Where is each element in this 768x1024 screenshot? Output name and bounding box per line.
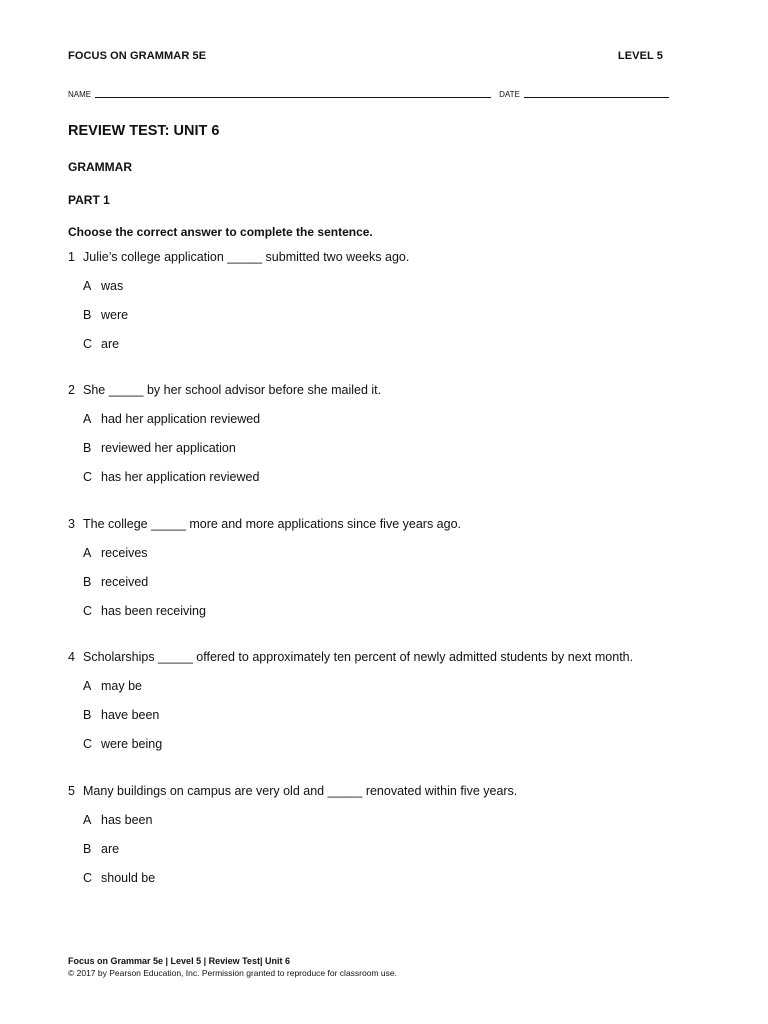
- option-text: had her application reviewed: [101, 412, 261, 426]
- date-label: DATE: [499, 90, 520, 99]
- option-text: should be: [101, 871, 156, 885]
- name-blank-line: [95, 97, 491, 98]
- question-text: The college _____ more and more applications since five years ago.: [83, 517, 461, 531]
- question-2-option-c: [83, 470, 259, 484]
- question-3-option-c: [83, 604, 206, 618]
- footer-copyright: © 2017 by Pearson Education, Inc. Permission granted to reproduce for classroom use.: [68, 968, 397, 978]
- option-letter: A: [83, 546, 92, 560]
- section-heading: GRAMMAR: [68, 160, 132, 174]
- option-letter: B: [83, 308, 92, 322]
- name-date-row: [68, 87, 677, 99]
- question-4-option-c: [83, 737, 162, 751]
- option-letter: C: [83, 871, 93, 885]
- footer-book-info: Focus on Grammar 5e | Level 5 | Review Test| Unit 6: [68, 956, 290, 966]
- part-heading: PART 1: [68, 193, 110, 207]
- option-text: has been receiving: [101, 604, 206, 618]
- header-book-title: FOCUS ON GRAMMAR 5E: [68, 50, 207, 62]
- option-text: reviewed her application: [101, 441, 236, 455]
- question-5: [68, 784, 517, 798]
- option-letter: A: [83, 679, 92, 693]
- option-letter: C: [83, 337, 93, 351]
- option-letter: C: [83, 470, 93, 484]
- question-1: [68, 250, 409, 264]
- option-letter: C: [83, 604, 93, 618]
- question-1-option-c: [83, 337, 119, 351]
- option-letter: A: [83, 279, 92, 293]
- option-letter: B: [83, 575, 92, 589]
- question-4-option-b: [83, 708, 159, 722]
- question-4-option-a: [83, 679, 142, 693]
- question-2-option-b: [83, 441, 236, 455]
- question-text: She _____ by her school advisor before she mailed it.: [83, 383, 382, 397]
- question-text: Julie’s college application _____ submitted two weeks ago.: [83, 250, 410, 264]
- option-text: have been: [101, 708, 160, 722]
- option-letter: B: [83, 441, 92, 455]
- option-text: receives: [101, 546, 148, 560]
- question-number: 5: [68, 784, 75, 798]
- page-footer: [68, 955, 397, 979]
- option-text: has her application reviewed: [101, 470, 260, 484]
- date-blank-line: [524, 97, 669, 98]
- option-text: was: [101, 279, 124, 293]
- question-2-option-a: [83, 412, 260, 426]
- option-text: were: [101, 308, 129, 322]
- option-text: are: [101, 842, 120, 856]
- question-number: 4: [68, 650, 75, 664]
- option-text: received: [101, 575, 149, 589]
- instructions: Choose the correct answer to complete the sentence.: [68, 225, 373, 239]
- question-number: 2: [68, 383, 75, 397]
- option-text: were being: [101, 737, 163, 751]
- question-text: Scholarships _____ offered to approximately ten percent of newly admitted students by next month.: [83, 650, 634, 664]
- name-label: NAME: [68, 90, 92, 99]
- question-4: [68, 650, 633, 664]
- option-text: are: [101, 337, 120, 351]
- option-letter: C: [83, 737, 93, 751]
- option-letter: B: [83, 842, 92, 856]
- question-5-option-a: [83, 813, 152, 827]
- question-number: 3: [68, 517, 75, 531]
- question-3-option-b: [83, 575, 148, 589]
- option-text: has been: [101, 813, 153, 827]
- option-letter: A: [83, 412, 92, 426]
- question-1-option-b: [83, 308, 128, 322]
- question-3: [68, 517, 461, 531]
- question-3-option-a: [83, 546, 148, 560]
- question-2: [68, 383, 381, 397]
- question-1-option-a: [83, 279, 123, 293]
- question-5-option-b: [83, 842, 119, 856]
- question-5-option-c: [83, 871, 155, 885]
- header-level: LEVEL 5: [617, 50, 663, 62]
- question-text: Many buildings on campus are very old and _____ renovated within five years.: [83, 784, 518, 798]
- option-text: may be: [101, 679, 142, 693]
- option-letter: B: [83, 708, 92, 722]
- question-number: 1: [68, 250, 75, 264]
- page-title: REVIEW TEST: UNIT 6: [68, 123, 220, 139]
- option-letter: A: [83, 813, 92, 827]
